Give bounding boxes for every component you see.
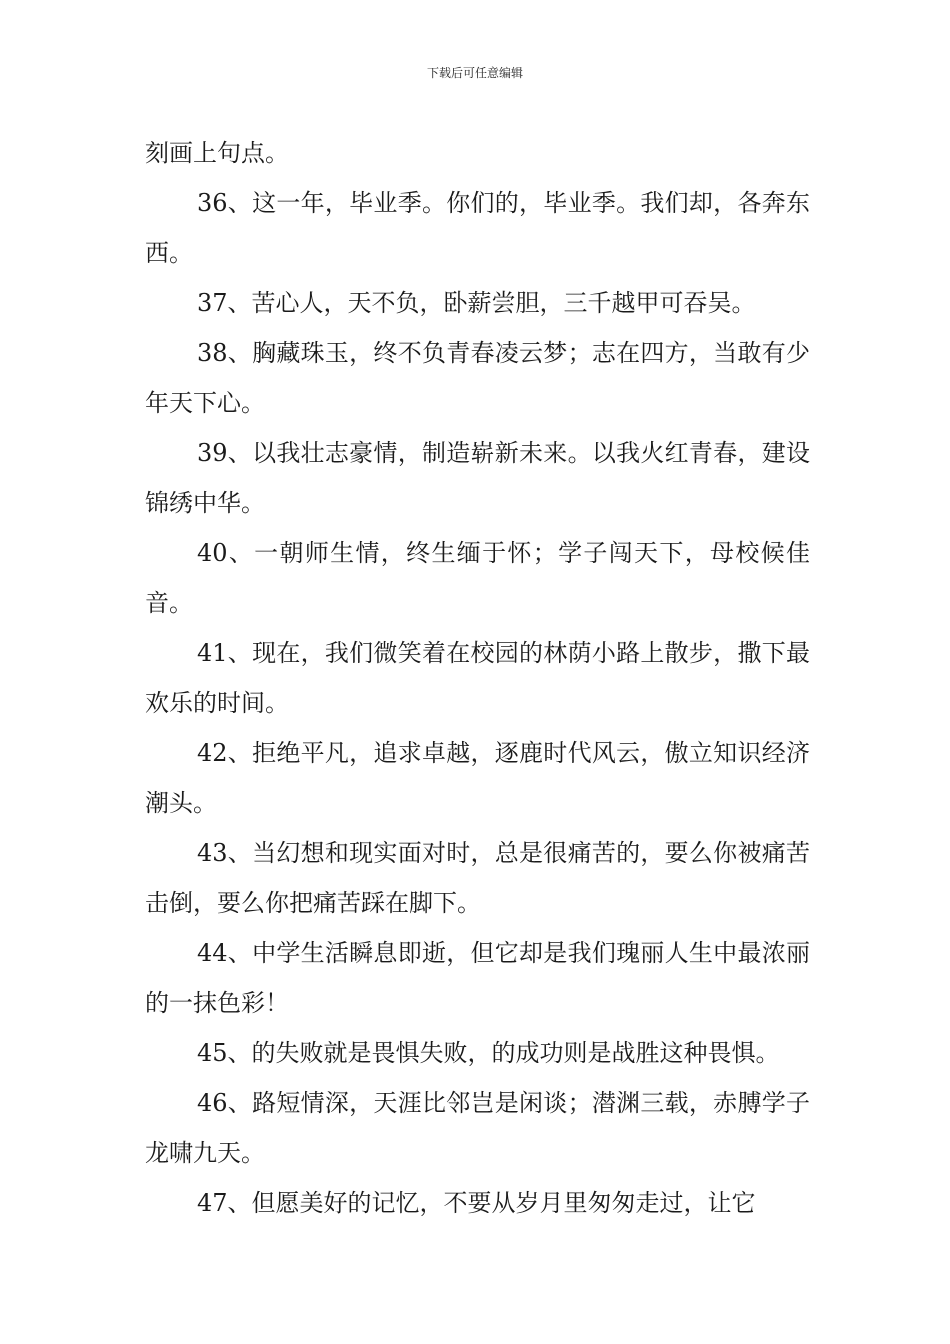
list-item: 47、但愿美好的记忆，不要从岁月里匆匆走过，让它 — [197, 1189, 756, 1217]
paragraph-continuation: 刻画上句点。 — [145, 139, 289, 167]
list-item: 45、的失败就是畏惧失败，的成功则是战胜这种畏惧。 — [197, 1039, 780, 1067]
list-item: 39、以我壮志豪情，制造崭新未来。以我火红青春，建设锦绣中华。 — [145, 439, 810, 517]
list-item: 46、路短情深，天涯比邻岂是闲谈；潜渊三载，赤膊学子龙啸九天。 — [145, 1089, 810, 1167]
list-item: 40、一朝师生情，终生缅于怀；学子闯天下，母校候佳音。 — [145, 539, 810, 617]
list-item: 38、胸藏珠玉，终不负青春凌云梦；志在四方，当敢有少年天下心。 — [145, 339, 810, 417]
list-item: 37、苦心人，天不负，卧薪尝胆，三千越甲可吞吴。 — [197, 289, 756, 317]
list-item: 36、这一年，毕业季。你们的，毕业季。我们却，各奔东西。 — [145, 189, 810, 267]
list-item: 43、当幻想和现实面对时，总是很痛苦的，要么你被痛苦击倒，要么你把痛苦踩在脚下。 — [145, 839, 810, 917]
list-item: 44、中学生活瞬息即逝，但它却是我们瑰丽人生中最浓丽的一抹色彩！ — [145, 939, 810, 1017]
list-item: 42、拒绝平凡，追求卓越，逐鹿时代风云，傲立知识经济潮头。 — [145, 739, 810, 817]
page-header: 下载后可任意编辑 — [426, 66, 523, 80]
document-body — [145, 128, 810, 1228]
list-item: 41、现在，我们微笑着在校园的林荫小路上散步，撒下最欢乐的时间。 — [145, 639, 810, 717]
